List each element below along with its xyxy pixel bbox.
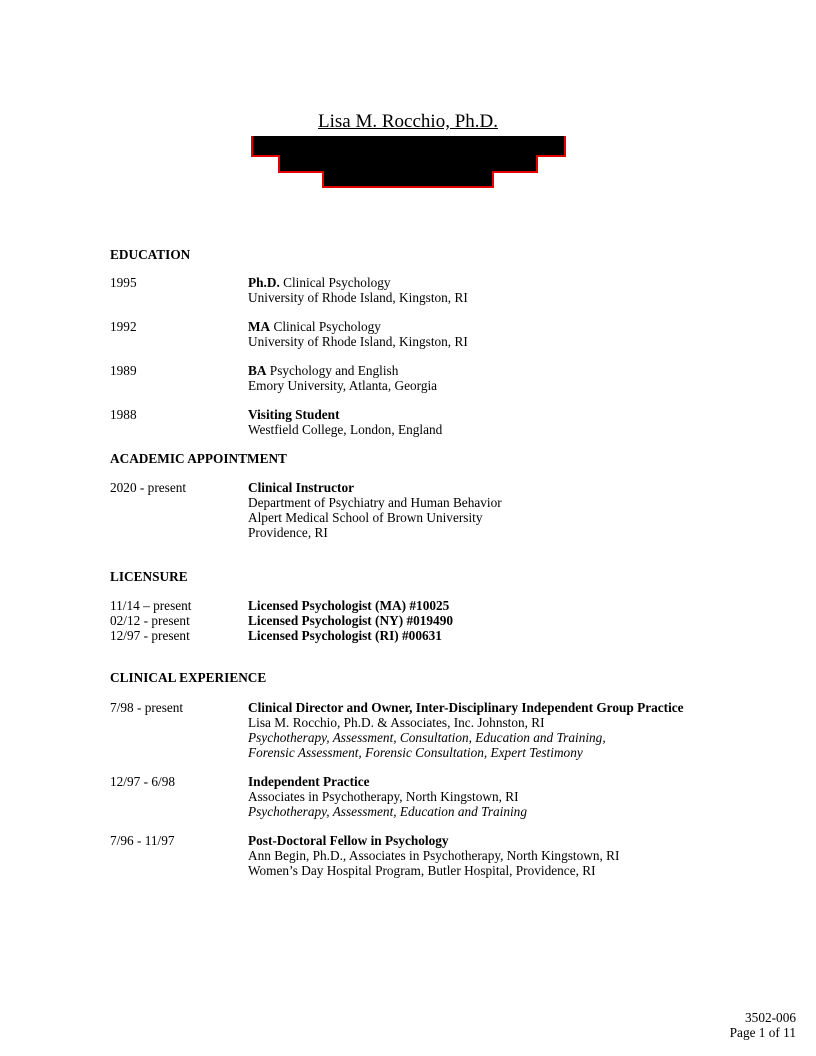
entry-date: 2020 - present [110,480,187,495]
entry-line [248,275,706,290]
entry-line-text: University of Rhode Island, Kingston, RI [248,290,468,305]
entry-line-text: Emory University, Atlanta, Georgia [248,378,438,393]
entry-description [248,319,706,349]
entry-date: 7/98 - present [110,700,184,715]
section-licensure [110,569,706,643]
entry-line [248,290,706,305]
entry-line-bold: Clinical Instructor [248,480,354,495]
entry-description [248,480,706,540]
redaction-bar [251,136,566,157]
section-heading-clinical-experience: CLINICAL EXPERIENCE [110,670,267,685]
cv-entry [110,613,706,628]
entry-date: 1988 [110,407,137,422]
entry-date: 7/96 - 11/97 [110,833,175,848]
entry-line [248,525,706,540]
cv-entry [110,363,706,393]
entry-line [248,848,706,863]
cv-entry [110,480,706,540]
entry-line [248,480,706,495]
entry-line-text: Psychotherapy, Assessment, Consultation, Education and Training, [248,730,606,745]
entry-line [248,598,706,613]
entry-line [248,363,706,378]
cv-entry [110,598,706,613]
entry-line-bold: Licensed Psychologist (RI) #00631 [248,628,442,643]
entry-line [248,334,706,349]
entry-line-text: Psychotherapy, Assessment, Education and Training [248,804,527,819]
section-education [110,247,706,437]
entry-line [248,833,706,848]
section-entries [110,275,706,437]
entry-line-bold: Clinical Director and Owner, Inter-Disciplinary Independent Group Practice [248,700,684,715]
entry-line-text: Psychology and English [266,363,399,378]
entry-line [248,628,706,643]
section-heading-academic-appointment: ACADEMIC APPOINTMENT [110,451,287,466]
redaction-bar [322,171,494,188]
entry-date: 11/14 – present [110,598,192,613]
entry-date: 12/97 - present [110,628,190,643]
entry-line-text: Forensic Assessment, Forensic Consultation, Expert Testimony [248,745,583,760]
entry-description [248,363,706,393]
entry-line [248,422,706,437]
section-entries [110,598,706,643]
entry-line [248,730,706,745]
section-entries [110,700,706,878]
page-footer [730,1010,796,1040]
entry-date: 1992 [110,319,137,334]
section-academic-appointment [110,451,706,540]
entry-description [248,774,706,819]
entry-date: 1989 [110,363,137,378]
entry-line-text: Clinical Psychology [270,319,381,334]
entry-line [248,319,706,334]
entry-line [248,745,706,760]
page-number-label: Page 1 of 11 [729,1025,796,1040]
redaction-block [110,136,706,188]
entry-line-text: Associates in Psychotherapy, North Kingstown, RI [248,789,519,804]
doc-number: 3502-006 [745,1010,796,1025]
entry-description [248,628,706,643]
entry-line-text: Alpert Medical School of Brown University [248,510,483,525]
entry-line-text: Ann Begin, Ph.D., Associates in Psychotherapy, North Kingstown, RI [248,848,620,863]
cv-entry [110,700,706,760]
entry-line [248,863,706,878]
entry-line [248,715,706,730]
document-title: Lisa M. Rocchio, Ph.D. [318,111,498,132]
entry-line-text: University of Rhode Island, Kingston, RI [248,334,468,349]
entry-line-bold: Licensed Psychologist (MA) #10025 [248,598,450,613]
entry-line-text: Clinical Psychology [279,275,391,290]
cv-entry [110,275,706,305]
entry-line-bold: BA [248,363,267,378]
entry-line [248,613,706,628]
entry-date: 1995 [110,275,137,290]
entry-date: 02/12 - present [110,613,190,628]
document-sections [110,188,706,878]
entry-description [248,833,706,878]
entry-line-text: Lisa M. Rocchio, Ph.D. & Associates, Inc. Johnston, RI [248,715,545,730]
entry-description [248,700,706,760]
entry-description [248,275,706,305]
section-entries [110,480,706,540]
entry-line-text: Providence, RI [248,525,328,540]
entry-description [248,613,706,628]
section-heading-education: EDUCATION [110,247,191,262]
cv-entry [110,319,706,349]
entry-line [248,510,706,525]
entry-line-bold: MA [248,319,271,334]
entry-line-bold: Ph.D. [248,275,280,290]
entry-line-bold: Visiting Student [248,407,340,422]
cv-entry [110,628,706,643]
entry-line [248,804,706,819]
entry-date: 12/97 - 6/98 [110,774,176,789]
entry-line [248,378,706,393]
entry-line [248,407,706,422]
entry-line [248,774,706,789]
cv-entry [110,833,706,878]
entry-line [248,700,706,715]
entry-line [248,789,706,804]
entry-line [248,495,706,510]
entry-line-text: Westfield College, London, England [248,422,443,437]
section-clinical-experience [110,670,706,878]
entry-line-text: Department of Psychiatry and Human Behavior [248,495,502,510]
entry-line-text: Women’s Day Hospital Program, Butler Hospital, Providence, RI [248,863,596,878]
entry-description [248,598,706,613]
cv-entry [110,407,706,437]
entry-line-bold: Licensed Psychologist (NY) #019490 [248,613,453,628]
entry-description [248,407,706,437]
entry-line-bold: Independent Practice [248,774,370,789]
section-heading-licensure: LICENSURE [110,569,188,584]
entry-line-bold: Post-Doctoral Fellow in Psychology [248,833,449,848]
cv-entry [110,774,706,819]
